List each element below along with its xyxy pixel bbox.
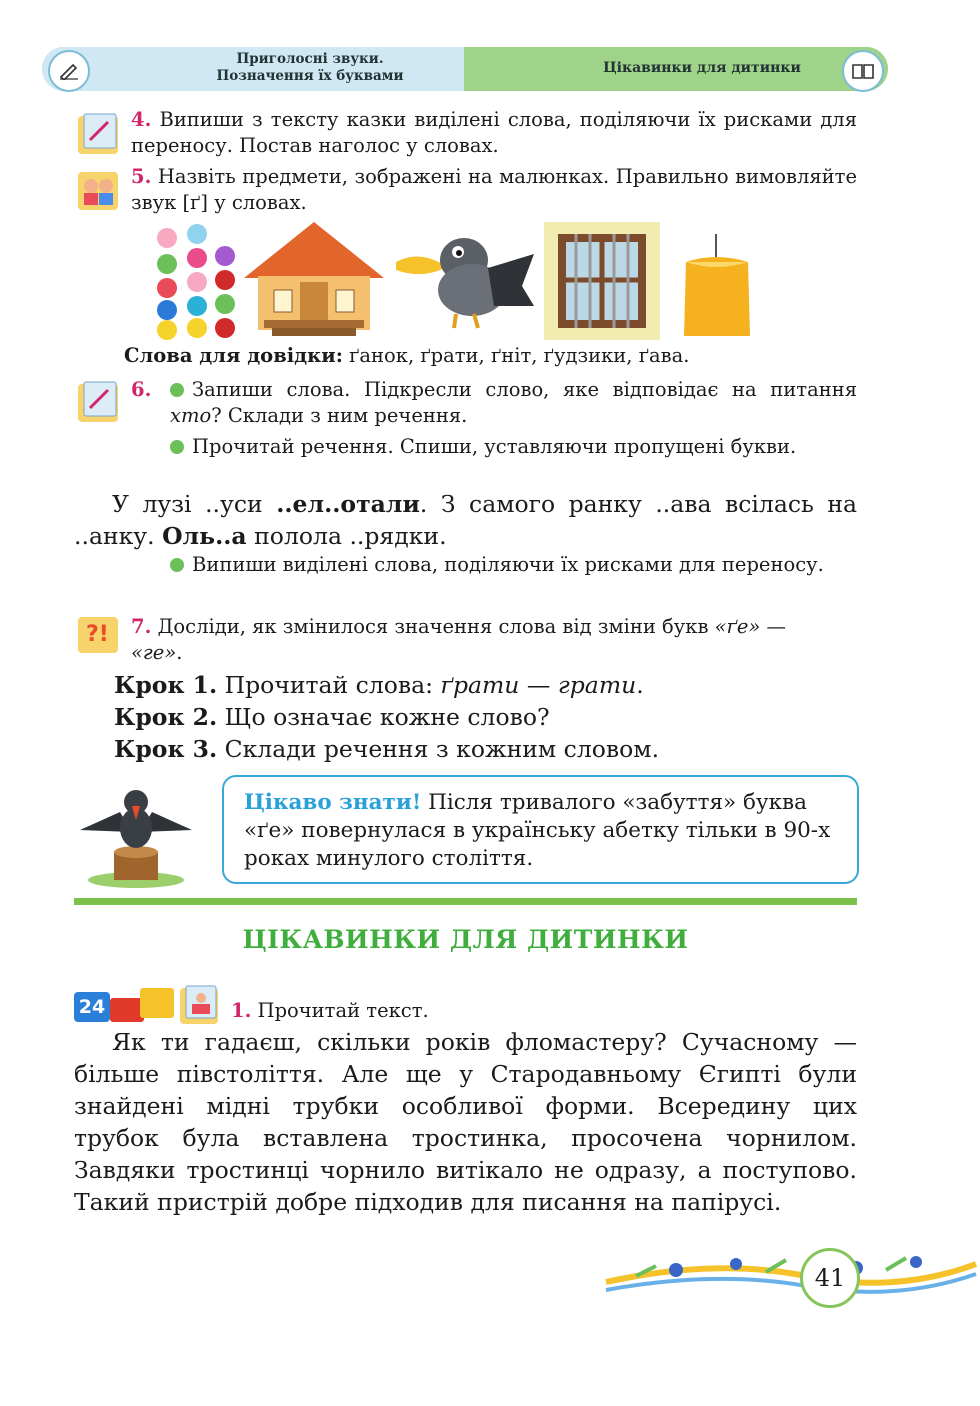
bullet-icon <box>170 383 184 397</box>
task-6-bullet-2: Прочитай речення. Спиши, уставляючи пропущені букви. <box>170 434 857 460</box>
task-7-number: 7. <box>131 615 152 638</box>
task-4-number: 4. <box>131 108 152 131</box>
step-2: Крок 2. Що означає кожне слово? <box>114 703 550 731</box>
fun-fact-label: Цікаво знати! <box>244 790 422 815</box>
svg-text:?!: ?! <box>86 622 109 647</box>
task-5-number: 5. <box>131 165 152 188</box>
bullet-icon <box>170 558 184 572</box>
reading-task <box>231 998 831 1024</box>
porch-house-illustration <box>244 220 384 340</box>
reference-label: Слова для довідки: <box>124 344 343 367</box>
writing-task-icon <box>76 112 122 156</box>
step-1: Крок 1. Прочитай слова: ґрати — грати. <box>114 671 644 699</box>
crow-illustration <box>394 222 536 334</box>
block-badge: 24 <box>74 992 110 1022</box>
task-6-bullet-3: Випиши виділені слова, поділяючи їх рисками для переносу. <box>170 552 857 578</box>
task-6-number: 6. <box>131 378 152 401</box>
highlighted-word: Оль..а <box>162 522 247 550</box>
section-title: ЦІКАВИНКИ ДЛЯ ДИТИНКИ <box>242 925 689 954</box>
pen-icon <box>48 50 90 92</box>
reading-task-text: Прочитай текст. <box>251 999 429 1022</box>
task-6-bullet-1: Запиши слова. Підкресли слово, яке відповідає на питання хто? Склади з ним речення. <box>170 378 857 427</box>
section-divider <box>74 898 857 905</box>
header-topic-line2: Позначення їх буквами <box>216 68 404 84</box>
candle-illustration <box>680 232 754 338</box>
page-header <box>42 47 888 91</box>
question-word: хто <box>170 404 212 427</box>
header-section-title: Цікавинки для дитинки <box>603 60 801 76</box>
step-3: Крок 3. Склади речення з кожним словом. <box>114 735 660 763</box>
reference-words-list: ґанок, ґрати, ґніт, ґудзики, ґава. <box>349 344 690 367</box>
reading-task-icon <box>178 984 222 1026</box>
task-4 <box>131 107 857 159</box>
crow-on-stump-illustration <box>76 772 196 890</box>
highlighted-word: ..ел..отали <box>276 490 420 518</box>
writing-task-icon-2 <box>76 380 122 424</box>
research-task-icon <box>76 613 122 655</box>
header-topic <box>160 51 460 85</box>
reading-paragraph: Як ти гадаєш, скільки років фломастеру? Сучасному — більше півстоліття. Але ще у Стародавньому Єгипті були знайдені мідні трубки особливої форми. Всередину цих трубок була вставлена тростинка, просочена чорнилом. Завдяки тростинці чорнило витікало не одразу, а поступово. Такий пристрій добре підходив для писання на папірусі. <box>74 1028 857 1216</box>
speaking-task-icon <box>76 168 122 212</box>
header-topic-line1: Приголосні звуки. <box>236 51 384 67</box>
floral-ornament <box>596 1240 980 1310</box>
task-5-text: Назвіть предмети, зображені на малюнках. Правильно вимовляйте звук [ґ] у словах. <box>131 165 857 214</box>
fun-fact-text: Цікаво знати! Після тривалого «забуття» буква «ґе» повернулася в українську абетку тільки в 90-х роках минулого століття. <box>244 790 831 871</box>
task-7: 7. Досліди, як змінилося значення слова від зміни букв «ґе» — «ге». <box>131 615 787 664</box>
task-5 <box>131 164 857 216</box>
reference-words <box>124 343 864 369</box>
book-icon <box>842 50 884 92</box>
buttons-illustration <box>155 222 240 340</box>
task-4-text: Випиши з тексту казки виділені слова, поділяючи їх рисками для переносу. Постав наголос у словах. <box>131 108 857 157</box>
page-number: 41 <box>800 1248 860 1308</box>
task-7-steps <box>114 669 857 765</box>
task-6-sentences: У лузі ..уси ..ел..отали. З самого ранку ..ава всілась на ..анку. Оль..а полола ..рядки. <box>74 490 858 550</box>
window-bars-illustration <box>544 222 660 340</box>
reading-task-number: 1. <box>231 999 252 1022</box>
bullet-icon <box>170 440 184 454</box>
